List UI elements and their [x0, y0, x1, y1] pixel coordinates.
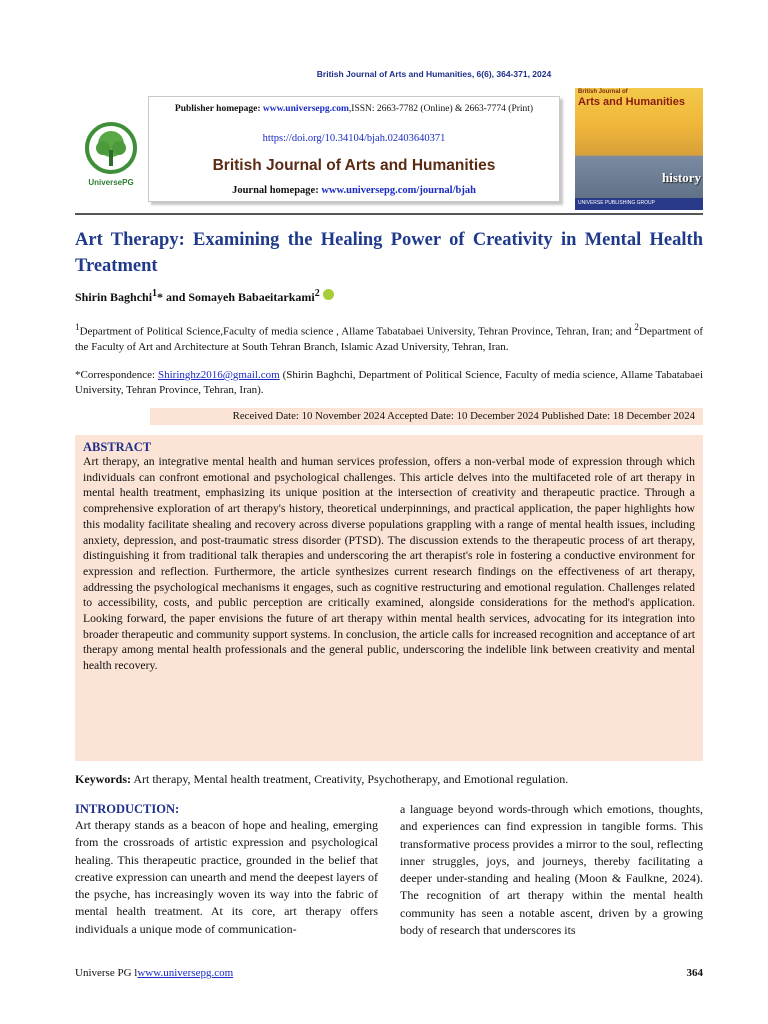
footer-link[interactable]: www.universepg.com [137, 967, 234, 979]
orcid-icon[interactable] [323, 289, 334, 300]
intro-right-column [400, 801, 703, 939]
article-dates: Received Date: 10 November 2024 Accepted Date: 10 December 2024 Published Date: 18 December 2024 [150, 408, 703, 425]
publisher-info-box [148, 96, 560, 202]
page-footer: Universe PG lwww.universepg.com 364 [75, 967, 703, 979]
author-list: Shirin Baghchi$^1$* and Somayeh Babaeitarkami$^2$ [75, 288, 334, 305]
intro-left-text: Art therapy stands as a beacon of hope and healing, emerging from the crossroads of artistic expression and psychological healing. This therapeutic practice, grounded in the belief that creative expression can unearth and mend the deepest layers of the psyche, has increasingly woven its way into the fabric of mental health treatment. At its core, art therapy offers individuals a unique mode of communication- [75, 818, 378, 936]
doi-link[interactable]: https://doi.org/10.34104/bjah.02403640371 [262, 133, 446, 144]
publisher-link[interactable]: www.universepg.com [262, 104, 349, 114]
correspondence-email-link[interactable]: Shiringhz2016@gmail.com [158, 369, 280, 381]
article-title: Art Therapy: Examining the Healing Power of Creativity in Mental Health Treatment [75, 230, 703, 276]
page-number: 364 [686, 967, 703, 979]
introduction-heading: INTRODUCTION: [75, 802, 180, 816]
intro-right-text: a language beyond words-through which emotions, thoughts, and experiences can find expression in tangible forms. This transformative process provides a mirror to the soul, reflecting inner struggles, joys, and journeys, thereby facilitating a deeper under-standing and healing (Moon & Faulkne, 2024). The recognition of art therapy within the mental health community has seen a notable ascent, driven by a growing body of research that underscores its [400, 802, 703, 938]
publisher-line: Publisher homepage: www.universepg.com,ISSN: 2663-7782 (Online) & 2663-7774 (Print) [174, 104, 534, 114]
abstract-text: Art therapy, an integrative mental health and human services profession, offers a non-verbal mode of expression through which individuals can confront emotional and psychological challenges. This article delves into the multifaceted role of art therapy in mental health treatment, emphasizing its unique position at the intersection of creativity and therapeutic practice. Through a comprehensive exploration of art therapy's history, theoretical underpinnings, and practical application, the paper highlights how this modality facilitate shealing and recovery across diverse populations grappling with a range of mental health issues, including anxiety, depression, and post-traumatic stress disorder (PTSD). The discussion extends to the therapeutic process of art therapy, distinguishing it from traditional talk therapies and underscoring the art therapist's role in fostering a conductive environment for expression and reflection. Furthermore, the article synthesizes current research findings on the effectiveness of art therapy, addressing the psychological mechanisms it engages, such as cognitive restructuring and emotional regulation. Challenges related to accessibility, costs, and public perception are critically examined, alongside considerations for the method's application. Looking forward, the paper envisions the future of art therapy within mental health services, advocating for its integration into broader therapeutic and community support systems. In conclusion, the article calls for increased recognition and acceptance of art therapy among mental health professionals and the general public, underscoring the indelible link between creativity and mental health recovery. [83, 455, 695, 673]
journal-homepage-line: Journal homepage: www.universepg.com/journal/bjah [232, 185, 476, 196]
affiliations: $^1$Department of Political Science,Faculty of media science , Allame Tabatabaei University, Tehran Province, Tehran, Iran; and $^2$Department of the Faculty of Art and Architecture at South Tehran Branch, Islamic Azad University, Tehran, Iran. [75, 322, 703, 353]
logo-label: UniversePG [88, 178, 134, 187]
header-divider [75, 213, 703, 215]
correspondence: *Correspondence: Shiringhz2016@gmail.com (Shirin Baghchi, Department of Political Science, Faculty of media science, Allame Tabatabaei University, Tehran Province, Tehran, Iran). [75, 369, 703, 396]
intro-left-column [75, 801, 378, 938]
abstract-box [75, 435, 703, 761]
keywords: Keywords: Art therapy, Mental health treatment, Creativity, Psychotherapy, and Emotional regulation. [75, 772, 569, 786]
abstract-heading: ABSTRACT [83, 440, 152, 454]
journal-cover-image: British Journal of Arts and Humanities history UNIVERSE PUBLISHING GROUP [575, 88, 703, 210]
journal-homepage-link[interactable]: www.universepg.com/journal/bjah [321, 185, 476, 196]
journal-name: British Journal of Arts and Humanities [212, 157, 496, 174]
journal-citation: British Journal of Arts and Humanities, 6(6), 364-371, 2024 [316, 69, 552, 79]
